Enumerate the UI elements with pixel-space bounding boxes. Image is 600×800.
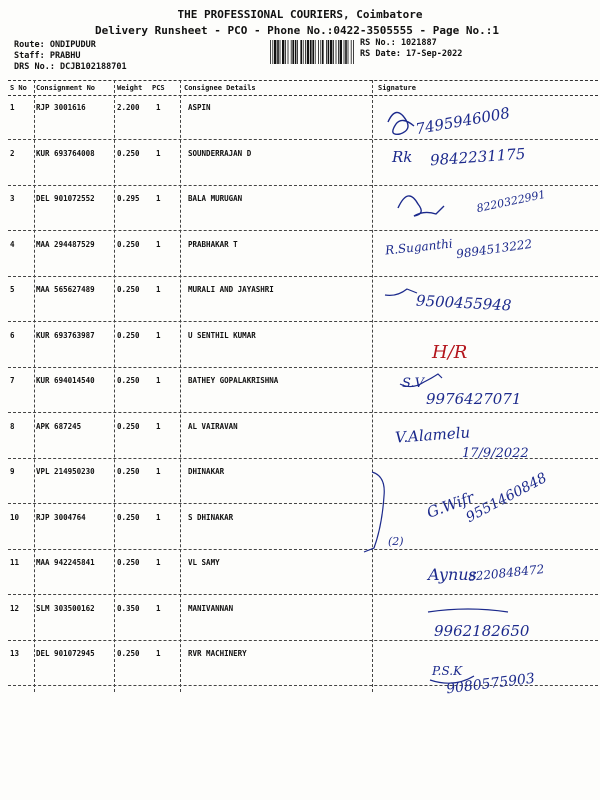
cell-consignee: AL VAIRAVAN bbox=[188, 421, 238, 431]
runsheet-subtitle: Delivery Runsheet - PCO - Phone No.:0422-3505555 - Page No.:1 bbox=[95, 24, 499, 37]
signature-phone: 9080575903 bbox=[445, 670, 536, 698]
signature-initials: Rk bbox=[392, 148, 413, 166]
cell-sno: 4 bbox=[10, 239, 15, 249]
cell-weight: 0.250 bbox=[117, 421, 140, 431]
signature-initials: P.S.K bbox=[432, 664, 463, 678]
cell-consignee: DHINAKAR bbox=[188, 467, 225, 476]
cell-consignment: SLM 303500162 bbox=[36, 603, 95, 613]
cell-weight: 0.250 bbox=[117, 285, 140, 294]
cell-sno: 8 bbox=[10, 421, 15, 431]
cell-weight: 0.250 bbox=[117, 467, 140, 476]
cell-consignee: BATHEY GOPALAKRISHNA bbox=[188, 376, 279, 385]
cell-sno: 6 bbox=[10, 330, 15, 340]
signature-mark: (2) bbox=[388, 535, 404, 548]
cell-consignment: RJP 3001616 bbox=[36, 103, 86, 112]
col-consignee: Consignee Details bbox=[184, 84, 256, 92]
cell-consignment: DEL 901072945 bbox=[36, 649, 95, 658]
cell-pcs: 1 bbox=[156, 239, 161, 249]
cell-consignment: MAA 942245841 bbox=[36, 558, 95, 567]
col-consignment: Consignment No bbox=[36, 84, 96, 92]
signature-phone: 7495946008 bbox=[414, 103, 512, 139]
cell-weight: 0.250 bbox=[117, 330, 140, 340]
cell-weight: 0.350 bbox=[117, 603, 140, 613]
cell-weight: 0.250 bbox=[117, 649, 140, 658]
cell-sno: 13 bbox=[10, 649, 20, 658]
rs-date: RS Date: 17-Sep-2022 bbox=[360, 49, 463, 59]
signature-phone: 9976427071 bbox=[426, 390, 522, 408]
signature-phone: 9500455948 bbox=[415, 291, 512, 315]
signature-phone: 8220848472 bbox=[467, 562, 545, 584]
cell-weight: 2.200 bbox=[117, 103, 140, 112]
cell-consignee: VL SAMY bbox=[188, 558, 220, 567]
cell-consignment: MAA 565627489 bbox=[36, 285, 95, 294]
cell-consignment: VPL 214950230 bbox=[36, 467, 95, 476]
signature-phone: 9962182650 bbox=[434, 622, 530, 640]
cell-sno: 12 bbox=[10, 603, 20, 613]
route-label: Route: ONDIPUDUR bbox=[14, 40, 96, 50]
cell-consignee: PRABHAKAR T bbox=[188, 239, 238, 249]
cell-pcs: 1 bbox=[156, 603, 161, 613]
signature-name: V.Alamelu bbox=[394, 423, 471, 447]
col-pcs: PCS bbox=[152, 84, 165, 92]
cell-sno: 10 bbox=[10, 512, 20, 522]
staff-label: Staff: PRABHU bbox=[14, 51, 81, 61]
cell-pcs: 1 bbox=[156, 649, 161, 658]
cell-consignment: DEL 901072552 bbox=[36, 194, 95, 203]
drs-number: DRS No.: DCJB102188701 bbox=[14, 62, 127, 72]
signature-phone: 8220322991 bbox=[475, 187, 547, 216]
signature-initials: G.Wifr bbox=[424, 488, 477, 522]
cell-sno: 5 bbox=[10, 285, 15, 294]
cell-pcs: 1 bbox=[156, 103, 161, 112]
cell-consignee: MURALI AND JAYASHRI bbox=[188, 285, 274, 294]
rs-number: RS No.: 1021887 bbox=[360, 38, 437, 48]
cell-sno: 1 bbox=[10, 103, 15, 112]
signature-initials: H/R bbox=[432, 342, 468, 363]
cell-pcs: 1 bbox=[156, 330, 161, 340]
signature-name: Aynus bbox=[428, 565, 477, 584]
cell-weight: 0.250 bbox=[117, 558, 140, 567]
cell-pcs: 1 bbox=[156, 467, 161, 476]
signature-phone: 9842231175 bbox=[429, 144, 526, 170]
signature-phone: 9894513222 bbox=[455, 236, 533, 262]
cell-pcs: 1 bbox=[156, 194, 161, 203]
cell-consignee: U SENTHIL KUMAR bbox=[188, 330, 256, 340]
cell-consignee: S DHINAKAR bbox=[188, 512, 234, 522]
cell-weight: 0.250 bbox=[117, 148, 140, 158]
cell-weight: 0.295 bbox=[117, 194, 140, 203]
cell-sno: 3 bbox=[10, 194, 15, 203]
cell-pcs: 1 bbox=[156, 285, 161, 294]
cell-consignment: APK 687245 bbox=[36, 421, 82, 431]
cell-consignment: MAA 294487529 bbox=[36, 239, 95, 249]
cell-weight: 0.250 bbox=[117, 512, 140, 522]
cell-consignee: ASPIN bbox=[188, 103, 211, 112]
cell-sno: 9 bbox=[10, 467, 15, 476]
col-weight: Weight bbox=[117, 84, 143, 92]
cell-pcs: 1 bbox=[156, 512, 161, 522]
signature-initials: S.V bbox=[402, 376, 424, 391]
cell-pcs: 1 bbox=[156, 148, 161, 158]
col-sno: S No bbox=[10, 84, 27, 92]
cell-consignment: KUR 693764008 bbox=[36, 148, 95, 158]
cell-sno: 11 bbox=[10, 558, 20, 567]
cell-sno: 7 bbox=[10, 376, 15, 385]
col-signature: Signature bbox=[378, 84, 416, 92]
signature-phone: 9551460848 bbox=[463, 470, 550, 526]
signature-date: 17/9/2022 bbox=[462, 446, 529, 461]
cell-weight: 0.250 bbox=[117, 376, 140, 385]
cell-consignee: RVR MACHINERY bbox=[188, 649, 247, 658]
cell-sno: 2 bbox=[10, 148, 15, 158]
cell-pcs: 1 bbox=[156, 558, 161, 567]
company-title: THE PROFESSIONAL COURIERS, Coimbatore bbox=[177, 8, 423, 21]
cell-weight: 0.250 bbox=[117, 239, 140, 249]
cell-consignee: BALA MURUGAN bbox=[188, 194, 243, 203]
cell-consignee: SOUNDERRAJAN D bbox=[188, 148, 252, 158]
cell-pcs: 1 bbox=[156, 421, 161, 431]
cell-consignment: KUR 694014540 bbox=[36, 376, 95, 385]
cell-pcs: 1 bbox=[156, 376, 161, 385]
cell-consignee: MANIVANNAN bbox=[188, 603, 234, 613]
signature-name: R.Suganthi bbox=[384, 236, 454, 258]
cell-consignment: RJP 3004764 bbox=[36, 512, 86, 522]
cell-consignment: KUR 693763987 bbox=[36, 330, 95, 340]
